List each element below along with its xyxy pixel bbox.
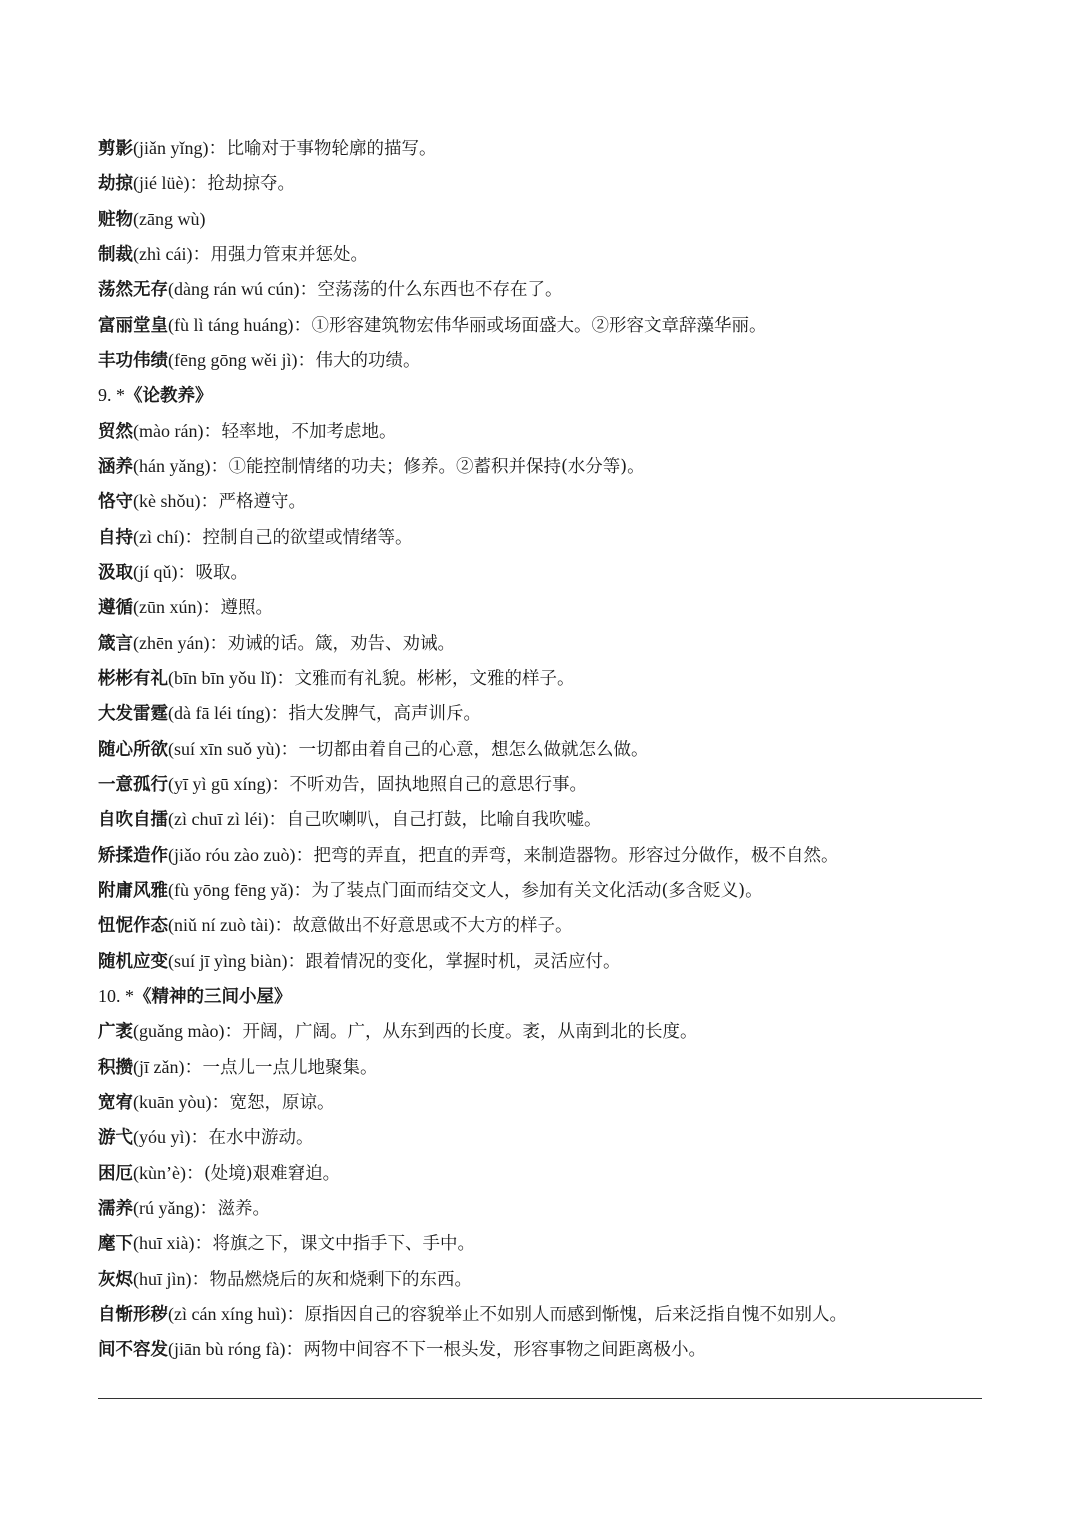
vocab-pinyin: (bīn bīn yǒu lǐ)： (168, 667, 295, 688)
vocab-term: 矫揉造作 (98, 845, 168, 866)
vocab-pinyin: (zì chuī zì léi)： (168, 809, 287, 830)
vocab-pinyin: (suí jī yìng biàn)： (168, 950, 306, 971)
vocab-term: 游弋 (98, 1128, 133, 1149)
vocab-pinyin: (zhì cái)： (133, 243, 211, 264)
section-title: 《精神的三间小屋》 (134, 986, 292, 1007)
vocab-definition: 一点儿一点儿地聚集。 (202, 1057, 378, 1078)
vocab-term: 遵循 (98, 598, 133, 619)
vocab-pinyin: (jí qǔ)： (133, 561, 196, 582)
vocab-definition: 指大发脾气，高声训斥。 (288, 704, 481, 725)
vocab-definition: 轻率地，不加考虑地。 (221, 421, 397, 442)
vocab-term: 丰功伟绩 (98, 350, 168, 371)
vocab-pinyin: (kuān yòu)： (133, 1091, 230, 1112)
vocab-entry (98, 555, 998, 590)
vocab-entry (98, 696, 998, 731)
vocab-definition: 控制自己的欲望或情绪等。 (202, 527, 413, 548)
vocab-term: 赃物 (98, 209, 133, 230)
vocab-entry (98, 1050, 998, 1085)
section-title: 《论教养》 (125, 386, 213, 407)
section-heading (98, 979, 998, 1014)
vocab-entry (98, 343, 998, 378)
vocab-entry (98, 484, 998, 519)
vocab-pinyin: (fù lì táng huáng)： (168, 314, 312, 335)
vocab-term: 灰烬 (98, 1269, 133, 1290)
vocab-pinyin: (fēng gōng wěi jì)： (168, 349, 316, 370)
vocab-definition: 把弯的弄直，把直的弄弯，来制造器物。形容过分做作，极不自然。 (313, 845, 839, 866)
vocab-entry (98, 944, 998, 979)
vocab-pinyin: (jié lüè)： (133, 173, 208, 194)
vocab-entry (98, 732, 998, 767)
vocab-definition: 原指因自己的容貌举止不如别人而感到惭愧，后来泛指自愧不如别人。 (304, 1304, 847, 1325)
vocab-pinyin: (fù yōng fēng yǎ)： (168, 879, 312, 900)
vocab-term: 积攒 (98, 1057, 133, 1078)
vocab-entry (98, 908, 998, 943)
vocab-entry (98, 1332, 998, 1367)
vocab-pinyin: (zì cán xíng huì)： (168, 1303, 305, 1324)
vocab-entry (98, 520, 998, 555)
vocab-entry (98, 1297, 998, 1332)
vocab-pinyin: (zāng wù) (133, 208, 206, 229)
vocabulary-list (98, 131, 998, 1367)
vocab-pinyin: (huī xià)： (133, 1233, 213, 1254)
vocab-term: 宽宥 (98, 1092, 133, 1113)
vocab-pinyin: (hán yǎng)： (133, 455, 229, 476)
vocab-definition: 在水中游动。 (208, 1128, 314, 1149)
vocab-pinyin: (rú yǎng)： (133, 1197, 218, 1218)
vocab-definition: 两物中间容不下一根头发，形容事物之间距离极小。 (303, 1340, 706, 1361)
vocab-pinyin: (dà fā léi tíng)： (168, 703, 289, 724)
vocab-pinyin: (yī yì gū xíng)： (168, 773, 290, 794)
vocab-term: 忸怩作态 (98, 916, 168, 937)
section-heading (98, 378, 998, 413)
vocab-term: 自惭形秽 (98, 1304, 168, 1325)
vocab-pinyin: (zhēn yán)： (133, 632, 228, 653)
vocab-definition: 为了装点门面而结交文人，参加有关文化活动(多含贬义)。 (311, 880, 763, 901)
vocab-entry (98, 1156, 998, 1191)
vocab-entry (98, 873, 998, 908)
vocab-entry (98, 838, 998, 873)
vocab-pinyin: (jiān bù róng fà)： (168, 1339, 304, 1360)
vocab-term: 荡然无存 (98, 280, 168, 301)
vocab-definition: 严格遵守。 (218, 492, 306, 513)
vocab-entry (98, 590, 998, 625)
vocab-pinyin: (kùn’è)： (133, 1162, 204, 1183)
vocab-term: 贸然 (98, 421, 133, 442)
vocab-entry (98, 237, 998, 272)
vocab-term: 汲取 (98, 562, 133, 583)
vocab-definition: 比喻对于事物轮廓的描写。 (226, 139, 437, 159)
vocab-entry (98, 626, 998, 661)
vocab-entry (98, 202, 998, 237)
vocab-term: 彬彬有礼 (98, 668, 168, 689)
vocab-entry (98, 414, 998, 449)
vocab-definition: ①能控制情绪的功夫；修养。②蓄积并保持(水分等)。 (228, 456, 645, 477)
vocab-entry (98, 449, 998, 484)
vocab-term: 自吹自擂 (98, 810, 168, 831)
vocab-definition: 滋养。 (217, 1198, 270, 1219)
vocab-entry (98, 1191, 998, 1226)
vocab-entry (98, 1014, 998, 1049)
vocab-entry (98, 1262, 998, 1297)
vocab-pinyin: (zì chí)： (133, 526, 203, 547)
vocab-definition: 用强力管束并惩处。 (210, 244, 368, 265)
vocab-definition: 文雅而有礼貌。彬彬，文雅的样子。 (294, 668, 575, 689)
vocab-term: 随机应变 (98, 951, 168, 972)
vocab-pinyin: (huī jìn)： (133, 1268, 210, 1289)
vocab-term: 富丽堂皇 (98, 315, 168, 336)
vocab-definition: 吸取。 (195, 562, 248, 583)
vocab-definition: 开阔，广阔。广，从东到西的长度。袤，从南到北的长度。 (242, 1022, 698, 1043)
vocab-definition: 宽恕，原谅。 (229, 1092, 335, 1113)
vocab-pinyin: (jī zǎn)： (133, 1056, 203, 1077)
vocab-term: 制裁 (98, 244, 133, 265)
vocab-definition: 空荡荡的什么东西也不存在了。 (317, 280, 563, 301)
vocab-pinyin: (mào rán)： (133, 420, 222, 441)
vocab-pinyin: (guǎng mào)： (133, 1021, 243, 1042)
vocab-definition: ①形容建筑物宏伟华丽或场面盛大。②形容文章辞藻华丽。 (311, 315, 767, 336)
vocab-term: 劫掠 (98, 174, 133, 195)
vocab-pinyin: (zūn xún)： (133, 597, 221, 618)
vocab-entry (98, 166, 998, 201)
vocab-term: 间不容发 (98, 1340, 168, 1361)
vocab-term: 广袤 (98, 1022, 133, 1043)
vocab-term: 箴言 (98, 633, 133, 654)
vocab-definition: 抢劫掠夺。 (207, 174, 295, 195)
vocab-entry (98, 308, 998, 343)
vocab-term: 困厄 (98, 1163, 133, 1184)
vocab-term: 一意孤行 (98, 774, 168, 795)
vocab-entry (98, 1085, 998, 1120)
section-number: 9. * (98, 385, 125, 406)
vocab-entry (98, 131, 998, 166)
vocab-term: 涵养 (98, 456, 133, 477)
vocab-entry (98, 802, 998, 837)
vocab-definition: 跟着情况的变化，掌握时机，灵活应付。 (305, 951, 621, 972)
vocab-pinyin: (jiǎn yǐng)： (133, 138, 227, 158)
vocab-term: 恪守 (98, 492, 133, 513)
vocab-term: 大发雷霆 (98, 704, 168, 725)
vocab-definition: 将旗之下，课文中指手下、手中。 (212, 1234, 475, 1255)
vocab-definition: 自己吹喇叭，自己打鼓，比喻自我吹嘘。 (286, 810, 602, 831)
vocab-definition: 物品燃烧后的灰和烧剩下的东西。 (209, 1269, 472, 1290)
vocab-definition: 伟大的功绩。 (315, 350, 421, 371)
vocab-pinyin: (suí xīn suǒ yù)： (168, 738, 299, 759)
vocab-definition: 故意做出不好意思或不大方的样子。 (292, 916, 573, 937)
vocab-pinyin: (dàng rán wú cún)： (168, 279, 318, 300)
vocab-definition: 遵照。 (220, 598, 273, 619)
vocab-term: 濡养 (98, 1198, 133, 1219)
vocab-definition: 一切都由着自己的心意，想怎么做就怎么做。 (298, 739, 649, 760)
vocab-pinyin: (yóu yì)： (133, 1127, 209, 1148)
vocab-entry (98, 767, 998, 802)
vocab-pinyin: (jiǎo róu zào zuò)： (168, 844, 314, 865)
vocab-entry (98, 272, 998, 307)
vocab-definition: 劝诫的话。箴，劝告、劝诫。 (227, 633, 455, 654)
vocab-term: 自持 (98, 527, 133, 548)
vocab-definition: 不听劝告，固执地照自己的意思行事。 (289, 774, 587, 795)
vocab-entry (98, 1226, 998, 1261)
vocab-pinyin: (kè shǒu)： (133, 491, 219, 512)
vocab-term: 附庸风雅 (98, 880, 168, 901)
vocab-entry (98, 661, 998, 696)
vocab-term: 剪影 (98, 139, 133, 159)
vocab-term: 麾下 (98, 1234, 133, 1255)
vocab-term: 随心所欲 (98, 739, 168, 760)
vocab-pinyin: (niǔ ní zuò tài)： (168, 915, 293, 936)
section-number: 10. * (98, 985, 134, 1006)
vocab-definition: (处境)艰难窘迫。 (203, 1163, 341, 1184)
vocab-entry (98, 1120, 998, 1155)
footer-divider (98, 1398, 982, 1399)
